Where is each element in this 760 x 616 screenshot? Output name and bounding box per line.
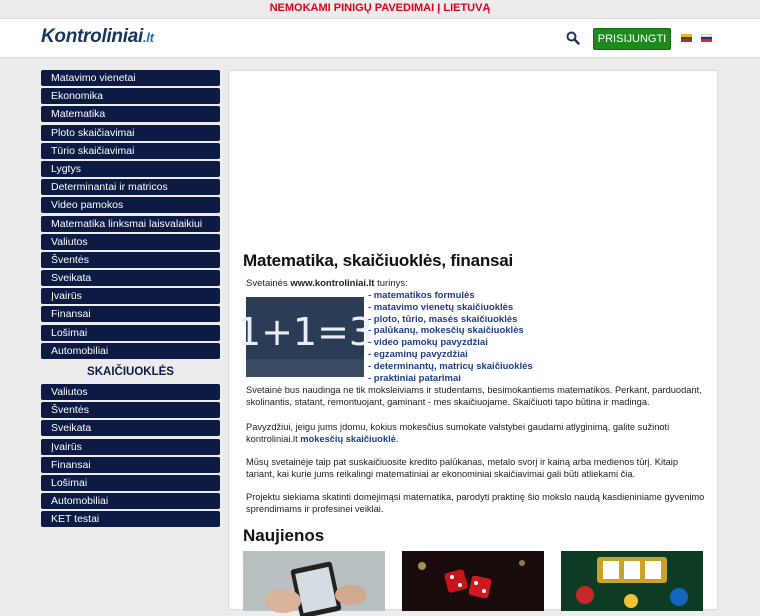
page-title: Matematika, skaičiuoklės, finansai [243, 251, 514, 270]
calc-item-ivairus[interactable]: Įvairūs [41, 439, 220, 455]
calculators-heading: SKAIČIUOKLĖS [87, 366, 174, 378]
tablet-image [243, 551, 385, 611]
paragraph-taxes [246, 421, 708, 445]
paragraph-credit: Mūsų svetainėje taip pat suskaičiuosite kredito palūkanas, metalo svorį ir kainą arba medienos tūrį. Kitaip tariant, kai kurie jums reikalingi matematiniai ar ekonominiai skaičiavimai gali būti atliekami čia. [246, 457, 679, 479]
list-item[interactable]: - determinantų, matricų skaičiuoklės [368, 360, 533, 372]
intro-site-name: www.kontroliniai.lt [290, 278, 375, 289]
top-promo-banner[interactable]: NEMOKAMI PINIGŲ PAVEDIMAI Į LIETUVĄ [0, 0, 760, 18]
sidebar-item-matematika[interactable]: Matematika [41, 106, 220, 122]
chalkboard-image [236, 297, 374, 377]
news-thumbnail-dice[interactable] [402, 551, 544, 611]
calc-item-valiutos[interactable]: Valiutos [41, 384, 220, 400]
logo-main-text: Kontroliniai [41, 26, 143, 47]
sidebar-item-determinantai[interactable]: Determinantai ir matricos [41, 179, 220, 195]
sidebar-item-valiutos[interactable]: Valiutos [41, 234, 220, 250]
intro-prefix: Svetainės [246, 278, 288, 289]
sidebar-item-video-pamokos[interactable]: Video pamokos [41, 197, 220, 213]
intro-line [246, 278, 408, 289]
list-item[interactable]: - video pamokų pavyzdžiai [368, 337, 488, 349]
list-item[interactable]: - matematikos formulės [368, 290, 475, 301]
site-logo[interactable] [41, 26, 154, 48]
russia-flag-icon[interactable] [701, 34, 712, 42]
calc-item-sveikata[interactable]: Sveikata [41, 420, 220, 436]
dice-image [402, 551, 544, 611]
sidebar-item-ploto-skaiciavimai[interactable]: Ploto skaičiavimai [41, 125, 220, 141]
calc-item-ket-testai[interactable]: KET testai [41, 511, 220, 527]
paragraph-taxes-text: Pavyzdžiui, jeigu jums įdomu, kokius mokesčius sumokate valstybei gaudami atlyginimą, galite sužinoti kontroliniai.lt [246, 422, 670, 444]
paragraph-taxes-end: . [395, 434, 399, 444]
sidebar-item-lygtys[interactable]: Lygtys [41, 161, 220, 177]
sidebar-item-sventes[interactable]: Šventės [41, 252, 220, 268]
chalkboard-text: 1+1=3 [236, 310, 374, 354]
news-heading: Naujienos [243, 526, 325, 545]
calc-item-finansai[interactable]: Finansai [41, 457, 220, 473]
list-item[interactable]: - palūkanų, mokesčių skaičiuoklės [368, 325, 524, 337]
sidebar-item-matavimo-vienetai[interactable]: Matavimo vienetai [41, 70, 220, 86]
paragraph-project: Projektu siekiama skatinti domėjimąsi matematika, parodyti praktinę šio mokslo naudą kasdieniniame gyvenimo sprendimams ir profesinei veiklai. [246, 492, 705, 514]
calc-item-automobiliai[interactable]: Automobiliai [41, 493, 220, 509]
sidebar-item-finansai[interactable]: Finansai [41, 306, 220, 322]
news-thumbnail-tablet[interactable] [243, 551, 385, 611]
intro-suffix: turinys: [377, 278, 408, 289]
tax-calculator-link[interactable]: mokesčių skaičiuoklė [300, 434, 396, 444]
sidebar-item-ekonomika[interactable]: Ekonomika [41, 88, 220, 104]
list-item[interactable]: - ploto, tūrio, masės skaičiuoklės [368, 313, 518, 325]
chalkboard-drawing [236, 297, 374, 377]
news-thumbnail-casino[interactable] [561, 551, 703, 611]
casino-image [561, 551, 703, 611]
search-icon[interactable] [566, 31, 580, 45]
sidebar-item-matematika-linksmai[interactable]: Matematika linksmai laisvalaikiui [41, 216, 220, 232]
lithuania-flag-icon[interactable] [681, 34, 692, 42]
login-button[interactable]: PRISIJUNGTI [593, 28, 671, 50]
sidebar-item-ivairus[interactable]: Įvairūs [41, 288, 220, 304]
sidebar-item-automobiliai[interactable]: Automobiliai [41, 343, 220, 359]
sidebar-nav [41, 70, 220, 530]
list-item[interactable]: - matavimo vienetų skaičiuoklės [368, 301, 514, 313]
site-header [0, 18, 760, 58]
contents-list [368, 290, 533, 384]
calc-item-losimai[interactable]: Lošimai [41, 475, 220, 491]
calc-item-sventes[interactable]: Šventės [41, 402, 220, 418]
sidebar-item-sveikata[interactable]: Sveikata [41, 270, 220, 286]
paragraph-intro: Svetainė bus naudinga ne tik moksleiviams ir studentams, besimokantiems matematikos. Perkant, parduodant, skolinantis, statant, remontuojant, gaminant - mes skaičiuojame. Skaičiuoti tapo būtina ir madinga. [246, 385, 702, 407]
main-content [228, 70, 718, 610]
logo-tld: .lt [142, 30, 154, 45]
list-item[interactable]: - praktiniai patarimai [368, 372, 461, 384]
sidebar-item-losimai[interactable]: Lošimai [41, 325, 220, 341]
list-item[interactable]: - egzaminų pavyzdžiai [368, 348, 468, 360]
sidebar-item-turio-skaiciavimai[interactable]: Tūrio skaičiavimai [41, 143, 220, 159]
